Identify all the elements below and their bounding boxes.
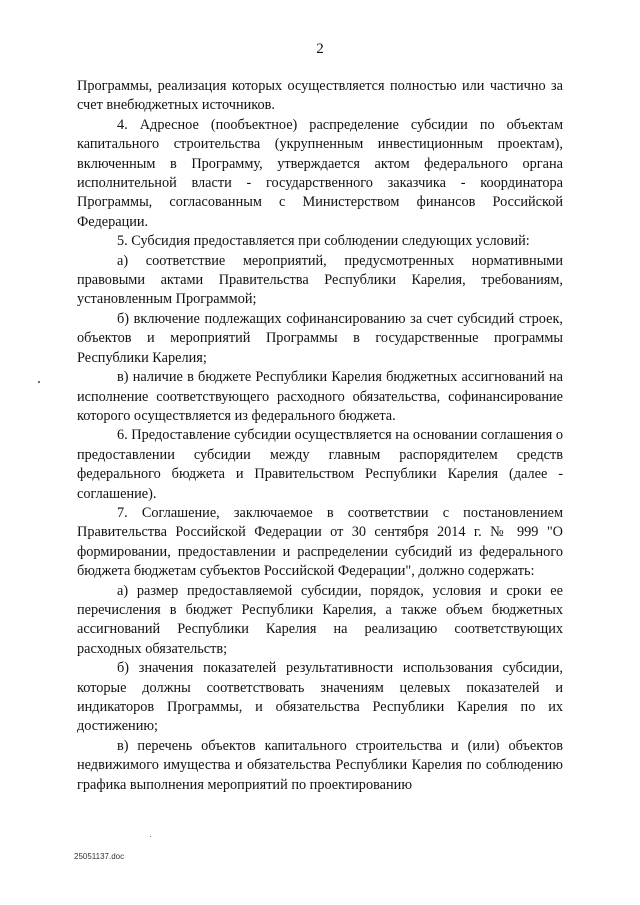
paragraph-item-5v: в) наличие в бюджете Республики Карелия бюджетных ассигнований на исполнение соответствующего расходного обязательства, софинансирование которого осуществляется из федерального бюджета. bbox=[77, 369, 563, 424]
paragraph-item-7a: а) размер предоставляемой субсидии, порядок, условия и сроки ее перечисления в бюджет Республики Карелия, а также объем бюджетных ассигнований Республики Карелия на реализацию соответствующих расходных обязательств; bbox=[77, 582, 563, 657]
scan-speck bbox=[150, 836, 151, 837]
page-number: 2 bbox=[316, 41, 324, 57]
paragraph-item-4: 4. Адресное (пообъектное) распределение субсидии по объектам капитального строительства (укрупненным инвестиционным проектам), включенным в Программу, утверждается актом федерального органа исполнительной власти - государственного заказчика - координатора Программы, согласованным с Министерством финансов Российской Федерации. bbox=[77, 116, 563, 230]
paragraph-item-5: 5. Субсидия предоставляется при соблюдении следующих условий: bbox=[117, 233, 530, 250]
footer-filename: 25051137.doc bbox=[74, 852, 125, 861]
document-body bbox=[77, 77, 563, 795]
scan-speck bbox=[38, 381, 40, 383]
paragraph-item-5a: а) соответствие мероприятий, предусмотренных нормативными правовыми актами Правительства Республики Карелия, требованиям, установленным Программой; bbox=[77, 252, 563, 308]
paragraph-continuation: Программы, реализация которых осуществляется полностью или частично за счет внебюджетных источников. bbox=[77, 78, 563, 114]
paragraph-item-5b: б) включение подлежащих софинансированию за счет субсидий строек, объектов и мероприятий Программы в государственные программы Республики Карелия; bbox=[77, 310, 563, 366]
paragraph-item-7: 7. Соглашение, заключаемое в соответствии с постановлением Правительства Российской Федерации от 30 сентября 2014 г. № 999 "О формировании, предоставлении и распределении субсидий из федерального бюджета бюджетам субъектов Российской Федерации", должно содержать: bbox=[77, 504, 563, 580]
paragraph-item-6: 6. Предоставление субсидии осуществляется на основании соглашения о предоставлении субсидии между главным распорядителем средств федерального бюджета и Правительством Республики Карелия (далее - соглашение). bbox=[77, 427, 563, 502]
paragraph-item-7b: б) значения показателей результативности использования субсидии, которые должны соответствовать значениям целевых показателей и индикаторов Программы, и обязательства Республики Карелия по их достижению; bbox=[77, 660, 563, 735]
paragraph-item-7v: в) перечень объектов капитального строительства и (или) объектов недвижимого имущества и обязательства Республики Карелия по соблюдению графика выполнения мероприятий по проектированию bbox=[77, 737, 563, 793]
